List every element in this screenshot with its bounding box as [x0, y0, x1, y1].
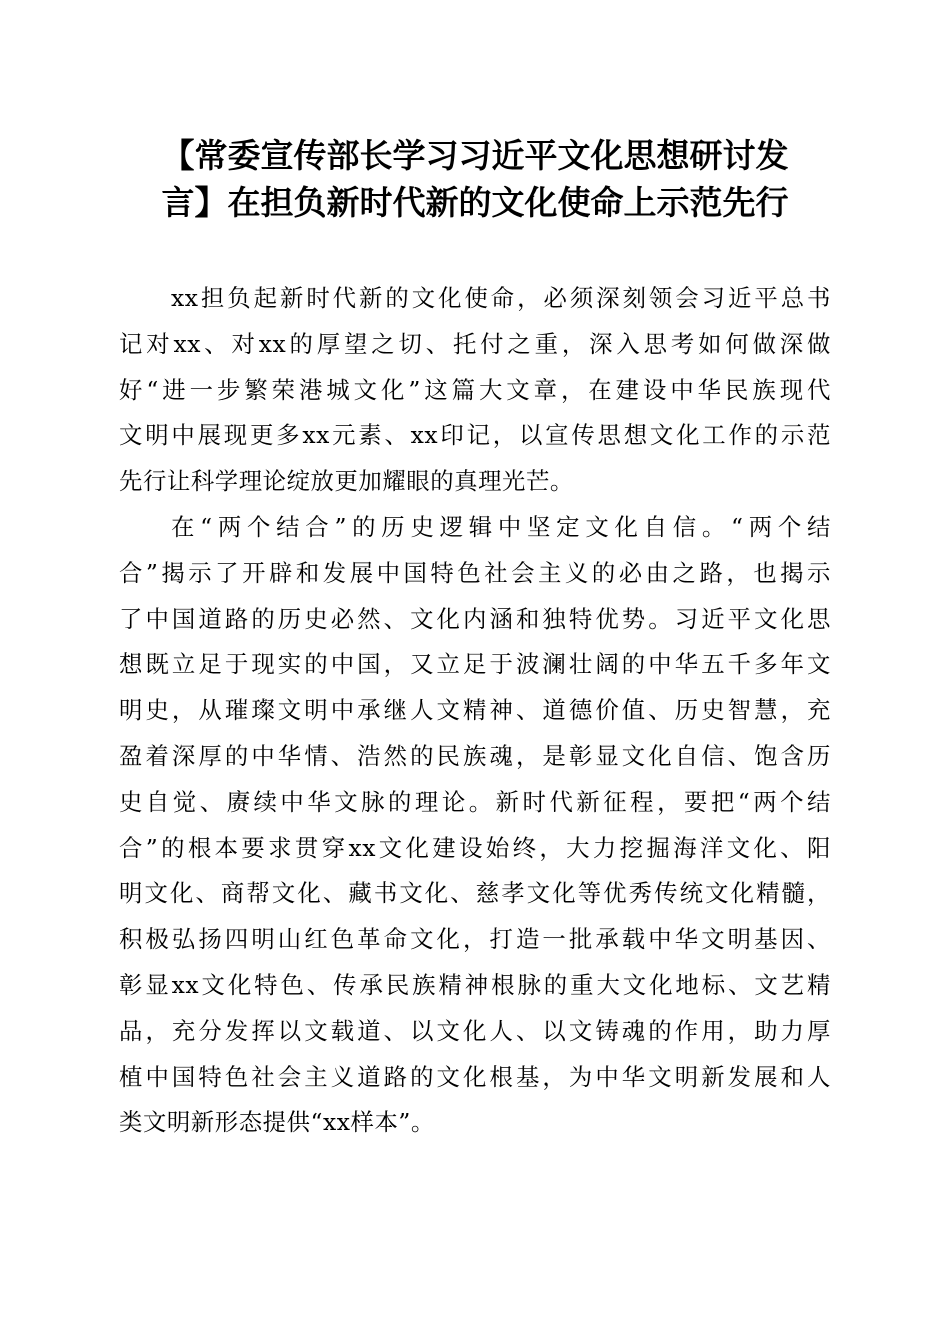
title-line: 【常委宣传部长学习习近平文化思想研讨发 [161, 136, 789, 175]
paragraph-line: 文明中展现更多xx元素、xx印记，以宣传思想文化工作的示范 [119, 421, 831, 450]
paragraph-line: 史自觉、赓续中华文脉的理论。新时代新征程，要把“两个结 [119, 787, 831, 816]
paragraph-line: 品，充分发挥以文载道、以文化人、以文铸魂的作用，助力厚 [119, 1016, 831, 1045]
paragraph-line: 明史，从璀璨文明中承继人文精神、道德价值、历史智慧，充 [119, 696, 831, 725]
paragraph-line: 类文明新形态提供“xx样本”。 [119, 1108, 435, 1137]
paragraph-line: 明文化、商帮文化、藏书文化、慈孝文化等优秀传统文化精髓， [119, 879, 831, 908]
paragraph-line: 了中国道路的历史必然、文化内涵和独特优势。习近平文化思 [119, 604, 831, 633]
paragraph-line: 想既立足于现实的中国，又立足于波澜壮阔的中华五千多年文 [119, 650, 831, 679]
paragraph-line: 在“两个结合”的历史逻辑中坚定文化自信。“两个结 [171, 512, 831, 541]
paragraph-2 [119, 505, 831, 1146]
paragraph-line: 记对xx、对xx的厚望之切、托付之重，深入思考如何做深做 [119, 329, 831, 358]
paragraph-line: 合”揭示了开辟和发展中国特色社会主义的必由之路，也揭示 [119, 558, 831, 587]
document-title [118, 132, 832, 226]
paragraph-line: 先行让科学理论绽放更加耀眼的真理光芒。 [119, 467, 574, 496]
paragraph-line: 盈着深厚的中华情、浩然的民族魂，是彰显文化自信、饱含历 [119, 741, 831, 770]
paragraph-line: 植中国特色社会主义道路的文化根基，为中华文明新发展和人 [119, 1062, 831, 1091]
document-body [119, 276, 831, 1146]
paragraph-line: xx担负起新时代新的文化使命，必须深刻领会习近平总书 [171, 284, 831, 312]
paragraph-line: 好“进一步繁荣港城文化”这篇大文章，在建设中华民族现代 [119, 375, 831, 404]
paragraph-line: 合”的根本要求贯穿xx文化建设始终，大力挖掘海洋文化、阳 [119, 833, 831, 862]
paragraph-line: 彰显xx文化特色、传承民族精神根脉的重大文化地标、文艺精 [119, 970, 831, 999]
paragraph-line: 积极弘扬四明山红色革命文化，打造一批承载中华文明基因、 [119, 925, 831, 954]
paragraph-1 [119, 276, 831, 505]
title-line: 言】在担负新时代新的文化使命上示范先行 [161, 183, 789, 222]
